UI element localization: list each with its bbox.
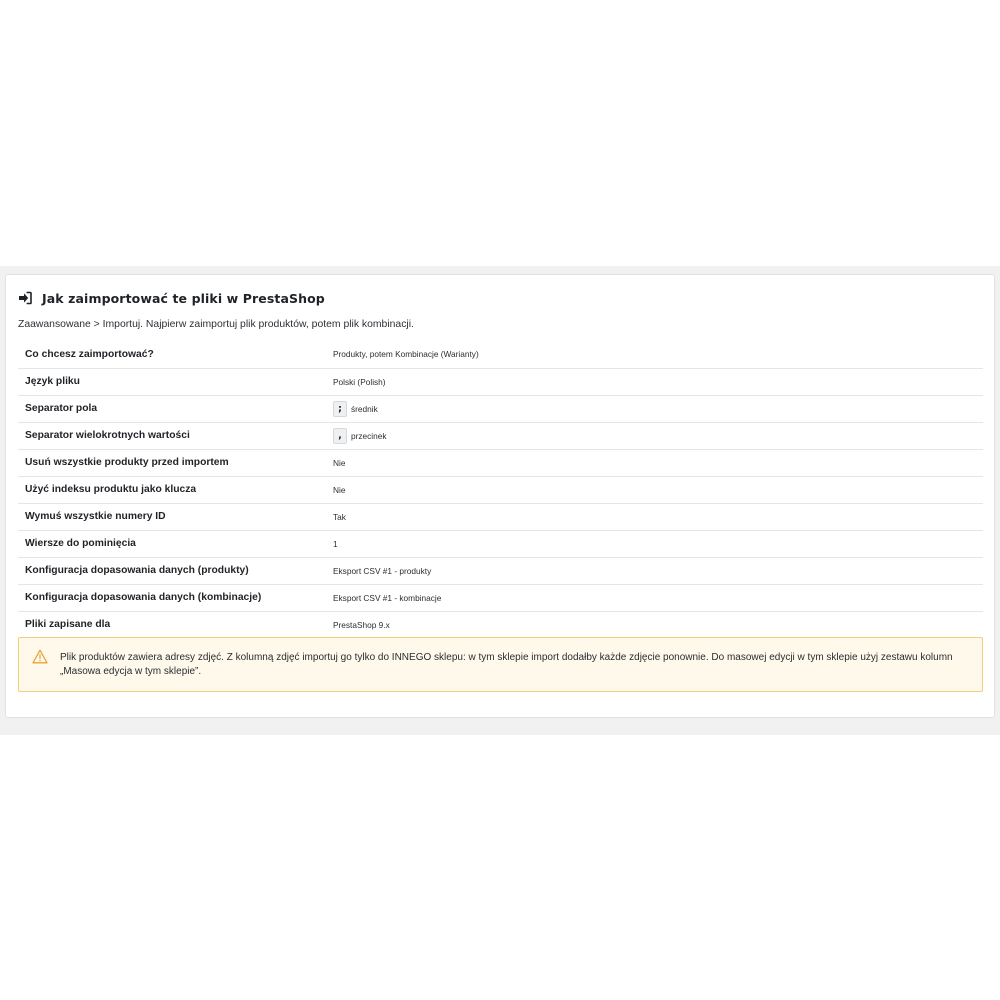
row-label: Pliki zapisane dla (18, 611, 326, 638)
table-row (18, 368, 983, 395)
separator-name: średnik (351, 403, 378, 414)
row-value-cell (326, 395, 983, 422)
table-row (18, 503, 983, 530)
separator-value (333, 401, 983, 417)
import-instructions-panel (5, 274, 995, 718)
row-value: Eksport CSV #1 - produkty (326, 557, 983, 584)
row-value: Nie (326, 449, 983, 476)
row-value: Polski (Polish) (326, 368, 983, 395)
warning-alert (18, 637, 983, 692)
row-value: Produkty, potem Kombinacje (Warianty) (333, 349, 479, 360)
table-row (18, 476, 983, 503)
row-value: Nie (326, 476, 983, 503)
table-row (18, 557, 983, 584)
table-row (18, 449, 983, 476)
row-label: Wymuś wszystkie numery ID (18, 503, 326, 530)
row-label: Usuń wszystkie produkty przed importem (18, 449, 326, 476)
row-value: Tak (326, 503, 983, 530)
warning-triangle-icon (32, 649, 48, 664)
import-settings-table (18, 341, 983, 638)
row-label: Separator pola (18, 395, 326, 422)
separator-symbol: ; (333, 401, 347, 417)
table-row (18, 611, 983, 638)
row-label: Język pliku (18, 368, 326, 395)
table-row (18, 584, 983, 611)
table-row (18, 422, 983, 449)
separator-name: przecinek (351, 430, 387, 441)
panel-title: Jak zaimportować te pliki w PrestaShop (42, 290, 325, 306)
separator-value (333, 428, 983, 444)
table-row (18, 395, 983, 422)
row-value-cell (326, 422, 983, 449)
panel-heading (18, 288, 325, 308)
table-row (18, 530, 983, 557)
row-label: Użyć indeksu produktu jako klucza (18, 476, 326, 503)
row-label: Konfiguracja dopasowania danych (produkty) (18, 557, 326, 584)
row-label: Wiersze do pominięcia (18, 530, 326, 557)
row-label: Konfiguracja dopasowania danych (kombinacje) (18, 584, 326, 611)
row-value: PrestaShop 9.x (326, 611, 983, 638)
row-label: Co chcesz zaimportować? (25, 348, 154, 360)
separator-symbol: , (333, 428, 347, 444)
intro-text: Zaawansowane > Importuj. Najpierw zaimportuj plik produktów, potem plik kombinacji. (18, 319, 414, 330)
row-value: Eksport CSV #1 - kombinacje (326, 584, 983, 611)
row-value: 1 (326, 530, 983, 557)
sign-in-arrow-icon (18, 291, 32, 305)
row-label: Separator wielokrotnych wartości (18, 422, 326, 449)
warning-text: Plik produktów zawiera adresy zdjęć. Z kolumną zdjęć importuj go tylko do INNEGO sklepu: w tym sklepie import dodałby każde zdjęcie ponownie. Do masowej edycji w tym sklepie użyj zestawu kolumn „Masowa edycja w tym sklepie”. (60, 652, 953, 677)
table-row (18, 341, 983, 368)
